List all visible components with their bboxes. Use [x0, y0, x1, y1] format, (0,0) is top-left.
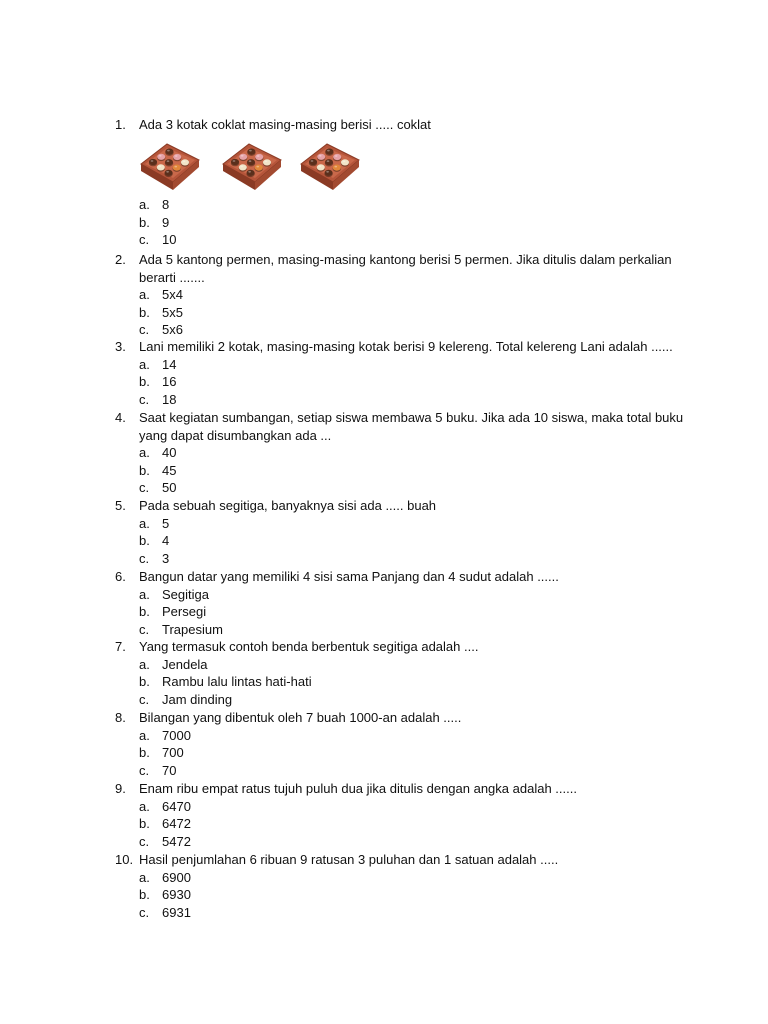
option-text: 7000 [162, 727, 191, 743]
answer-option [139, 833, 191, 851]
option-text: 6930 [162, 887, 191, 903]
answer-option [139, 444, 176, 462]
option-text: Jendela [162, 656, 208, 672]
option-text: 50 [162, 480, 177, 496]
question-9 [115, 780, 695, 798]
option-text: 6472 [162, 816, 191, 832]
answer-option [139, 462, 176, 480]
option-letter: b. [139, 533, 150, 549]
answer-option [139, 214, 169, 232]
option-text: 16 [162, 374, 177, 390]
question-number: 8. [115, 710, 126, 725]
option-text: 9 [162, 214, 170, 230]
option-letter: a. [139, 869, 150, 885]
answer-option [139, 603, 206, 621]
chocolate-boxes [139, 138, 364, 196]
answer-option [139, 798, 191, 816]
answer-option [139, 904, 191, 922]
question-number: 7. [115, 639, 126, 654]
option-letter: b. [139, 304, 150, 320]
chocolate-box-icon [299, 138, 361, 194]
question-text: Yang termasuk contoh benda berbentuk segitiga adalah .... [139, 639, 479, 654]
option-text: 6470 [162, 798, 191, 814]
option-letter: a. [139, 515, 150, 531]
option-letter: b. [139, 745, 150, 761]
question-number: 6. [115, 569, 126, 584]
question-text: Bangun datar yang memiliki 4 sisi sama Panjang dan 4 sudut adalah ...... [139, 569, 559, 584]
option-text: 5x4 [162, 287, 183, 303]
option-letter: b. [139, 887, 150, 903]
answer-option [139, 656, 208, 674]
option-text: 10 [162, 232, 177, 248]
question-number: 2. [115, 252, 126, 267]
option-letter: c. [139, 762, 150, 778]
option-text: Rambu lalu lintas hati-hati [162, 674, 312, 690]
answer-option [139, 762, 176, 780]
option-letter: c. [139, 904, 150, 920]
answer-option [139, 869, 191, 887]
question-7 [115, 638, 695, 656]
option-letter: b. [139, 214, 150, 230]
question-text: Enam ribu empat ratus tujuh puluh dua jika ditulis dengan angka adalah ...... [139, 781, 577, 796]
answer-option [139, 586, 209, 604]
option-text: 5472 [162, 833, 191, 849]
question-number: 5. [115, 498, 126, 513]
answer-option [139, 356, 176, 374]
chocolate-box-icon [221, 138, 283, 194]
answer-option [139, 727, 191, 745]
chocolate-box-icon [139, 138, 201, 194]
question-text: Saat kegiatan sumbangan, setiap siswa membawa 5 buku. Jika ada 10 siswa, maka total buku yang dapat disumbangkan ada ... [139, 410, 684, 443]
option-letter: c. [139, 833, 150, 849]
option-letter: b. [139, 674, 150, 690]
option-letter: c. [139, 621, 150, 637]
question-number: 3. [115, 339, 126, 354]
option-text: Persegi [162, 604, 207, 620]
answer-option [139, 550, 169, 568]
question-4 [115, 409, 695, 444]
question-text: Bilangan yang dibentuk oleh 7 buah 1000-an adalah ..... [139, 710, 462, 725]
answer-option [139, 532, 169, 550]
question-number: 4. [115, 410, 126, 425]
option-letter: c. [139, 691, 150, 707]
option-text: 6900 [162, 869, 191, 885]
option-letter: a. [139, 798, 150, 814]
option-text: 5x6 [162, 322, 183, 338]
option-letter: b. [139, 374, 150, 390]
answer-option [139, 391, 176, 409]
option-letter: b. [139, 604, 150, 620]
answer-option [139, 621, 223, 639]
option-text: Trapesium [162, 621, 223, 637]
answer-option [139, 231, 176, 249]
option-letter: a. [139, 586, 150, 602]
option-text: 40 [162, 445, 177, 461]
option-text: 5x5 [162, 304, 183, 320]
option-letter: a. [139, 197, 150, 212]
answer-option [139, 304, 183, 322]
option-text: 18 [162, 391, 177, 407]
option-letter: a. [139, 656, 150, 672]
question-text: Lani memiliki 2 kotak, masing-masing kotak berisi 9 kelereng. Total kelereng Lani adalah ...... [139, 339, 673, 354]
answer-option [139, 321, 183, 339]
question-text: Pada sebuah segitiga, banyaknya sisi ada ..... buah [139, 498, 437, 513]
option-letter: a. [139, 287, 150, 303]
option-text: Segitiga [162, 586, 209, 602]
question-10 [115, 851, 695, 869]
question-number: 9. [115, 781, 126, 796]
option-letter: c. [139, 480, 150, 496]
answer-option [139, 515, 169, 533]
answer-option [139, 286, 183, 304]
option-letter: c. [139, 550, 150, 566]
question-number: 1. [115, 117, 126, 132]
option-text: 6931 [162, 904, 191, 920]
option-text: 45 [162, 462, 177, 478]
question-6 [115, 568, 695, 586]
question-number: 10. [115, 852, 134, 867]
option-letter: c. [139, 232, 150, 248]
answer-option [139, 815, 191, 833]
option-letter: b. [139, 462, 150, 478]
question-8 [115, 709, 695, 727]
question-2 [115, 251, 695, 286]
question-text: Ada 3 kotak coklat masing-masing berisi ..... coklat [139, 117, 431, 132]
answer-option [139, 744, 184, 762]
question-5 [115, 497, 695, 515]
answer-option [139, 691, 232, 709]
option-letter: c. [139, 391, 150, 407]
answer-option [139, 479, 176, 497]
option-text: Jam dinding [162, 691, 233, 707]
question-3 [115, 338, 695, 356]
option-letter: a. [139, 727, 150, 743]
option-text: 3 [162, 550, 170, 566]
question-text: Hasil penjumlahan 6 ribuan 9 ratusan 3 puluhan dan 1 satuan adalah ..... [139, 852, 559, 867]
option-text: 700 [162, 745, 184, 761]
option-text: 70 [162, 762, 177, 778]
question-1 [115, 116, 695, 134]
option-letter: b. [139, 816, 150, 832]
option-text: 4 [162, 533, 170, 549]
question-text: Ada 5 kantong permen, masing-masing kantong berisi 5 permen. Jika ditulis dalam perkalian berarti ....... [139, 252, 672, 285]
option-text: 5 [162, 515, 170, 531]
option-text: 8 [162, 197, 170, 212]
option-letter: c. [139, 322, 150, 338]
answer-option [139, 886, 191, 904]
option-text: 14 [162, 356, 177, 372]
option-letter: a. [139, 356, 150, 372]
option-letter: a. [139, 445, 150, 461]
answer-option [139, 673, 312, 691]
answer-option [139, 196, 169, 214]
answer-option [139, 373, 176, 391]
